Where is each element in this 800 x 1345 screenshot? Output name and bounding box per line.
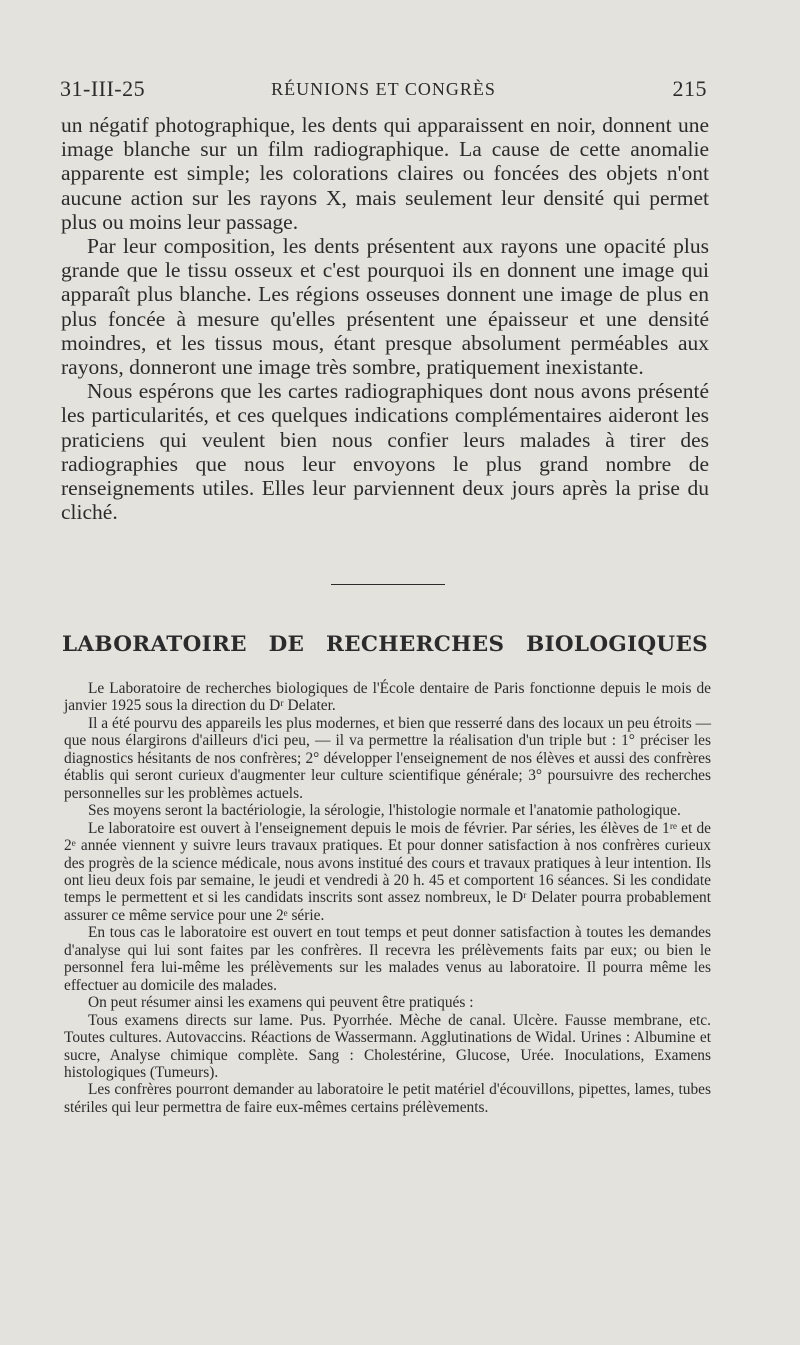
paragraph: Il a été pourvu des appareils les plus modernes, et bien que resserré dans des locaux un peu étroits — que nous élargirons d'ailleurs d'ici peu, — il va permettre la réalisation d'un triple but : 1° préciser les diagnostics hésitants de nos confrères; 2° développer l'enseignement de nos élèves et aussi des confrères établis qui seront curieux d'augmenter leur culture scientifique générale; 3° poursuivre des recherches personnelles sur les problèmes actuels. [64, 714, 711, 802]
paragraph: un négatif photographique, les dents qui apparaissent en noir, donnent une image blanche sur un film radiographique. La cause de cette anomalie apparente est simple; les colorations claires ou foncées des objets n'ont aucune action sur les rayons X, mais seulement leur densité qui permet plus ou moins leur passage. [61, 113, 709, 234]
article-continuation [61, 113, 709, 524]
running-title: RÉUNIONS ET CONGRÈS [271, 79, 496, 99]
paragraph: Par leur composition, les dents présentent aux rayons une opacité plus grande que le tissu osseux et c'est pourquoi ils en donnent une image qui apparaît plus blanche. Les régions osseuses donnent une image de plus en plus foncée à mesure qu'elles présentent une épaisseur et une densité moindres, et les tissus mous, étant presque absolument perméables aux rayons, donneront une image très sombre, pratiquement inexistante. [61, 234, 709, 380]
laboratory-section-body [64, 680, 711, 1116]
paragraph: En tous cas le laboratoire est ouvert en tout temps et peut donner satisfaction à toutes les demandes d'analyse qui lui sont faites par les confrères. Il recevra les prélèvements faits par eux; ou bien le personnel fera lui-même les prélèvements sur les malades venus au laboratoire. Il pourra même les effectuer au domicile des malades. [64, 924, 711, 994]
page-number: 215 [672, 76, 707, 101]
paragraph: Nous espérons que les cartes radiographiques dont nous avons présenté les particularités, et ces quelques indications complémentaires aideront les praticiens qui veulent bien nous confier leurs malades à tirer des radiographies que nous leur envoyons le plus grand nombre de renseignements utiles. Elles leur parviennent deux jours après la prise du cliché. [61, 379, 709, 525]
section-title: LABORATOIRE DE RECHERCHES BIOLOGIQUES [62, 632, 708, 657]
paragraph: Ses moyens seront la bactériologie, la sérologie, l'histologie normale et l'anatomie pathologique. [88, 802, 681, 820]
section-divider [331, 584, 445, 585]
issue-date: 31-III-25 [60, 76, 146, 101]
paragraph: Tous examens directs sur lame. Pus. Pyorrhée. Mèche de canal. Ulcère. Fausse membrane, etc. Toutes cultures. Autovaccins. Réactions de Wassermann. Agglutinations de Widal. Urines : Albumine et sucre, Analyse chimique complète. Sang : Cholestérine, Glucose, Urée. Inoculations, Examens histologiques (Tumeurs). [64, 1011, 711, 1081]
paragraph: Le Laboratoire de recherches biologiques de l'École dentaire de Paris fonctionne depuis le mois de janvier 1925 sous la direction du Dʳ Delater. [64, 680, 711, 715]
running-header [60, 76, 707, 106]
paragraph: Le laboratoire est ouvert à l'enseignement depuis le mois de février. Par séries, les élèves de 1ʳᵉ et de 2ᵉ année viennent y suivre leurs travaux pratiques. Et pour donner satisfaction à nos confrères curieux des progrès de la science médicale, nous avons institué des cours et travaux pratiques à leur intention. Ils ont lieu deux fois par semaine, le jeudi et vendredi à 20 h. 45 et comportent 16 séances. Si les condidate temps le permettent et si les candidats inscrits sont assez nombreux, le Dʳ Delater pourra probablement assurer ce même service pour une 2ᵉ série. [64, 819, 711, 924]
paragraph: On peut résumer ainsi les examens qui peuvent être pratiqués : [88, 994, 474, 1012]
paragraph: Les confrères pourront demander au laboratoire le petit matériel d'écouvillons, pipettes, lames, tubes stériles qui leur permettra de faire eux-mêmes certains prélèvements. [64, 1081, 711, 1116]
